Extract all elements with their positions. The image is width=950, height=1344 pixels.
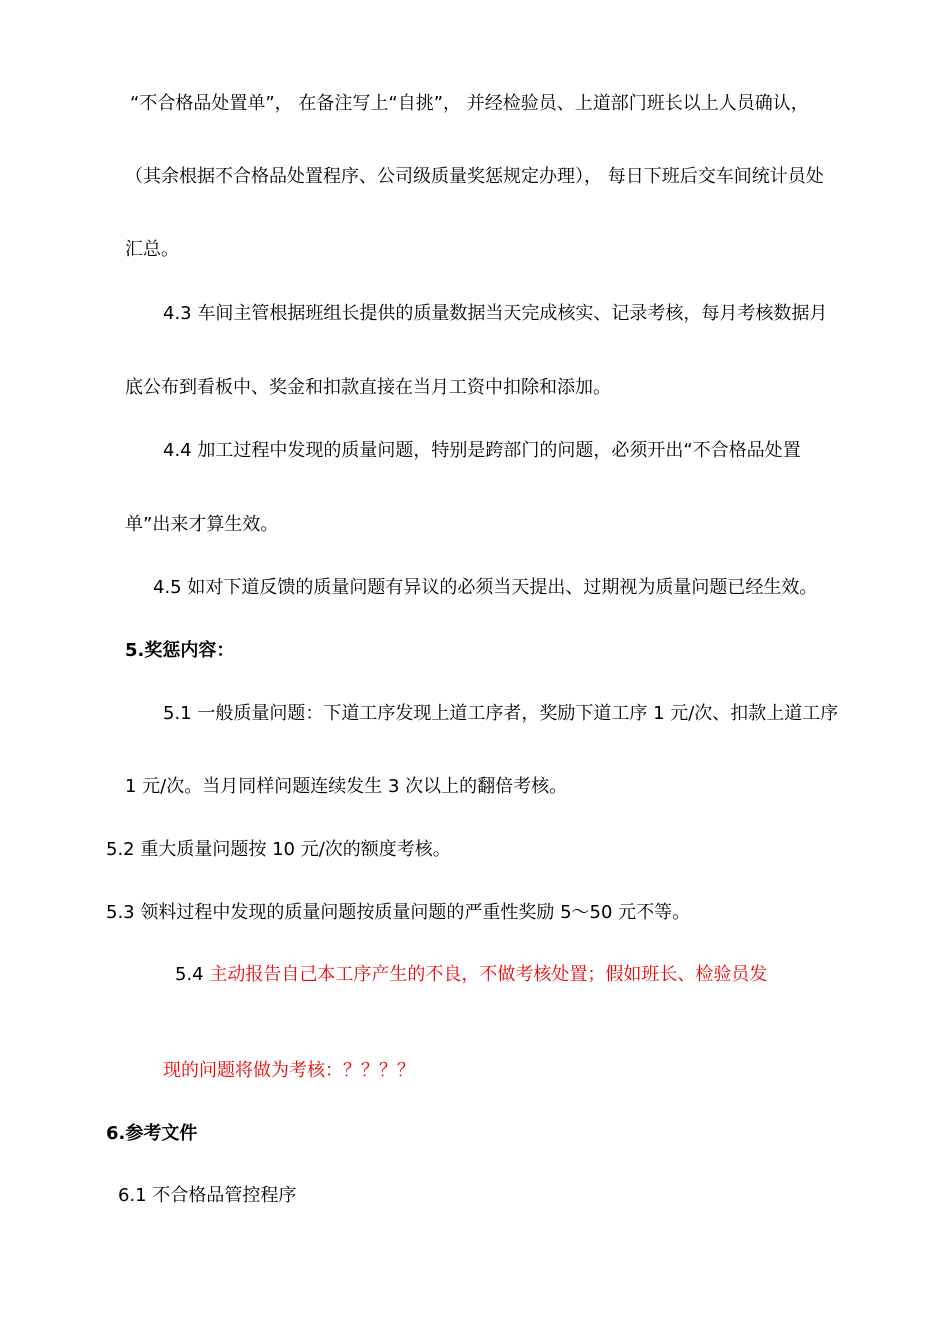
paragraph-line: 5.2 重大质量问题按 10 元/次的额度考核。	[106, 839, 451, 860]
paragraph-line: 5.1 一般质量问题：下道工序发现上道工序者，奖励下道工序 1 元/次、扣款上道工序	[163, 703, 839, 724]
paragraph-line: 6.1 不合格品管控程序	[118, 1185, 297, 1206]
item-number: 5.4	[175, 964, 210, 985]
paragraph-line: “不合格品处置单”， 在备注写上“自挑”， 并经检验员、上道部门班长以上人员确认，	[130, 93, 809, 114]
highlighted-text: 主动报告自己本工序产生的不良，不做考核处置；假如班长、检验员发	[209, 964, 768, 985]
section-heading: 5.奖惩内容：	[125, 640, 235, 661]
paragraph-line: 5.3 领料过程中发现的质量问题按质量问题的严重性奖励 5～50 元不等。	[106, 902, 691, 923]
section-heading: 6.参考文件	[106, 1123, 198, 1144]
paragraph-line: 4.3 车间主管根据班组长提供的质量数据当天完成核实、记录考核，每月考核数据月	[163, 303, 828, 324]
highlighted-paragraph-line	[175, 963, 767, 987]
highlighted-paragraph-line: 现的问题将做为考核：？？？？	[163, 1060, 415, 1081]
paragraph-line: 汇总。	[125, 239, 179, 260]
paragraph-line: 4.5 如对下道反馈的质量问题有异议的必须当天提出、过期视为质量问题已经生效。	[153, 577, 818, 598]
paragraph-line: 4.4 加工过程中发现的质量问题，特别是跨部门的问题，必须开出“不合格品处置	[163, 440, 801, 461]
paragraph-line: 单”出来才算生效。	[125, 514, 279, 535]
paragraph-line: 1 元/次。当月同样问题连续发生 3 次以上的翻倍考核。	[125, 776, 568, 797]
paragraph-line: 底公布到看板中、奖金和扣款直接在当月工资中扣除和添加。	[125, 377, 611, 398]
paragraph-line: （其余根据不合格品处置程序、公司级质量奖惩规定办理）， 每日下班后交车间统计员处	[125, 166, 824, 187]
